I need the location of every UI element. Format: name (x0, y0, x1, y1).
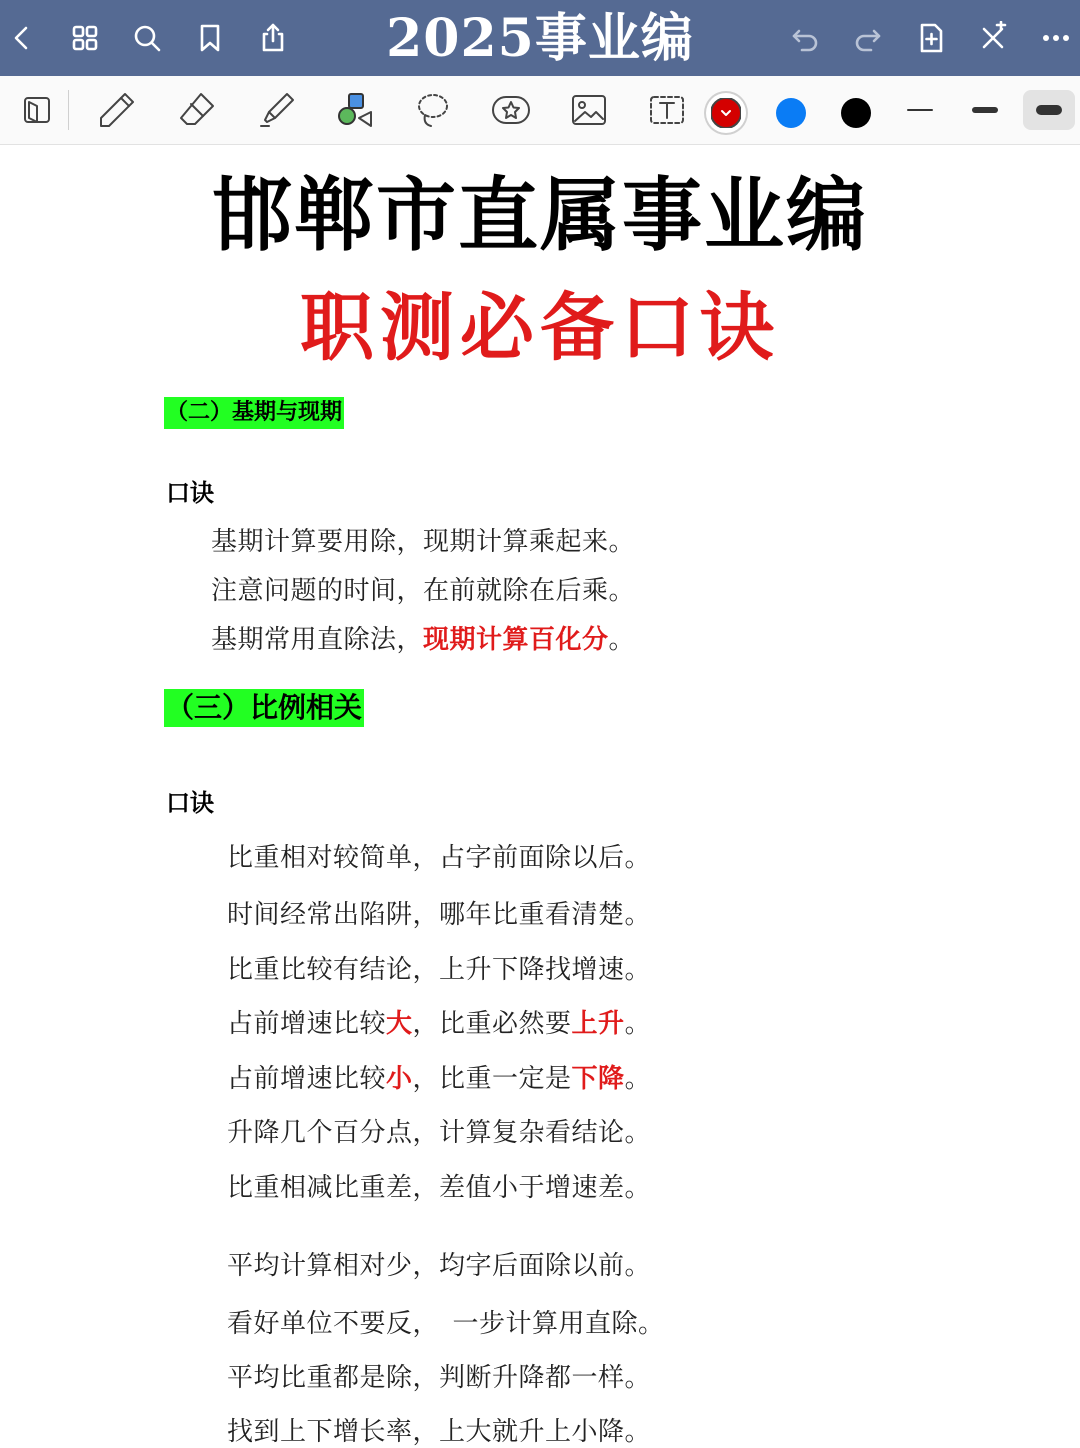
mnemonic-line: 比重相对较简单，占字前面除以后。 (227, 843, 652, 873)
mnemonic-line: 平均比重都是除，判断升降都一样。 (227, 1363, 652, 1393)
reading-mode-icon[interactable] (10, 84, 64, 136)
mnemonic-line: 看好单位不要反， 一步计算用直除。 (227, 1309, 665, 1339)
color-swatch-blue[interactable] (776, 98, 806, 128)
eraser-icon[interactable] (170, 84, 224, 136)
section-heading-proportion: （三）比例相关 (164, 689, 364, 727)
close-icon[interactable] (973, 18, 1013, 58)
mnemonic-line: 升降几个百分点，计算复杂看结论。 (227, 1118, 652, 1148)
shapes-icon[interactable] (328, 84, 382, 136)
mnemonic-line: 比重相减比重差，差值小于增速差。 (227, 1173, 652, 1203)
more-icon[interactable] (1036, 18, 1076, 58)
mnemonic-line: 注意问题的时间，在前就除在后乘。 (211, 576, 636, 606)
mnemonic-line: 占前增速比较小，比重一定是下降。 (227, 1064, 652, 1094)
grid-icon[interactable] (65, 18, 105, 58)
mnemonic-line: 时间经常出陷阱，哪年比重看清楚。 (227, 900, 652, 930)
image-icon[interactable] (562, 84, 616, 136)
mnemonic-line: 平均计算相对少，均字后面除以前。 (227, 1251, 652, 1281)
share-icon[interactable] (253, 18, 293, 58)
document-page (0, 145, 1080, 1447)
annotation-toolbar (0, 76, 1080, 145)
mnemonic-line: 占前增速比较大，比重必然要上升。 (227, 1009, 652, 1039)
stroke-width-thin[interactable] (894, 90, 946, 130)
highlighter-icon[interactable] (250, 84, 304, 136)
section-heading-base-period: （二）基期与现期 (164, 397, 344, 429)
mnemonic-line: 基期计算要用除，现期计算乘起来。 (211, 527, 636, 557)
stroke-width-thick[interactable] (1023, 90, 1075, 130)
document-title: 邯郸市直属事业编 (212, 168, 868, 262)
back-icon[interactable] (2, 18, 42, 58)
bookmark-icon[interactable] (190, 18, 230, 58)
color-swatch-red[interactable] (711, 98, 741, 128)
app-title: 2025事业编 (386, 8, 694, 69)
chevron-down-icon (711, 98, 741, 128)
lasso-icon[interactable] (406, 84, 460, 136)
mnemonic-line: 基期常用直除法，现期计算百化分。 (211, 625, 636, 655)
mnemonic-line: 找到上下增长率，上大就升上小降。 (227, 1417, 652, 1447)
mnemonic-line: 比重比较有结论，上升下降找增速。 (227, 955, 652, 985)
document-subtitle: 职测必备口诀 (300, 285, 780, 371)
color-swatch-black[interactable] (841, 98, 871, 128)
redo-icon[interactable] (848, 18, 888, 58)
add-page-icon[interactable] (911, 18, 951, 58)
toolbar-divider (68, 90, 69, 130)
undo-icon[interactable] (785, 18, 825, 58)
mnemonic-label: 口诀 (166, 789, 214, 817)
pen-icon[interactable] (90, 84, 144, 136)
sticker-icon[interactable] (484, 84, 538, 136)
stroke-width-medium[interactable] (959, 90, 1011, 130)
mnemonic-label: 口诀 (166, 479, 214, 507)
search-icon[interactable] (127, 18, 167, 58)
top-navigation-bar (0, 0, 1080, 76)
text-box-icon[interactable] (640, 84, 694, 136)
